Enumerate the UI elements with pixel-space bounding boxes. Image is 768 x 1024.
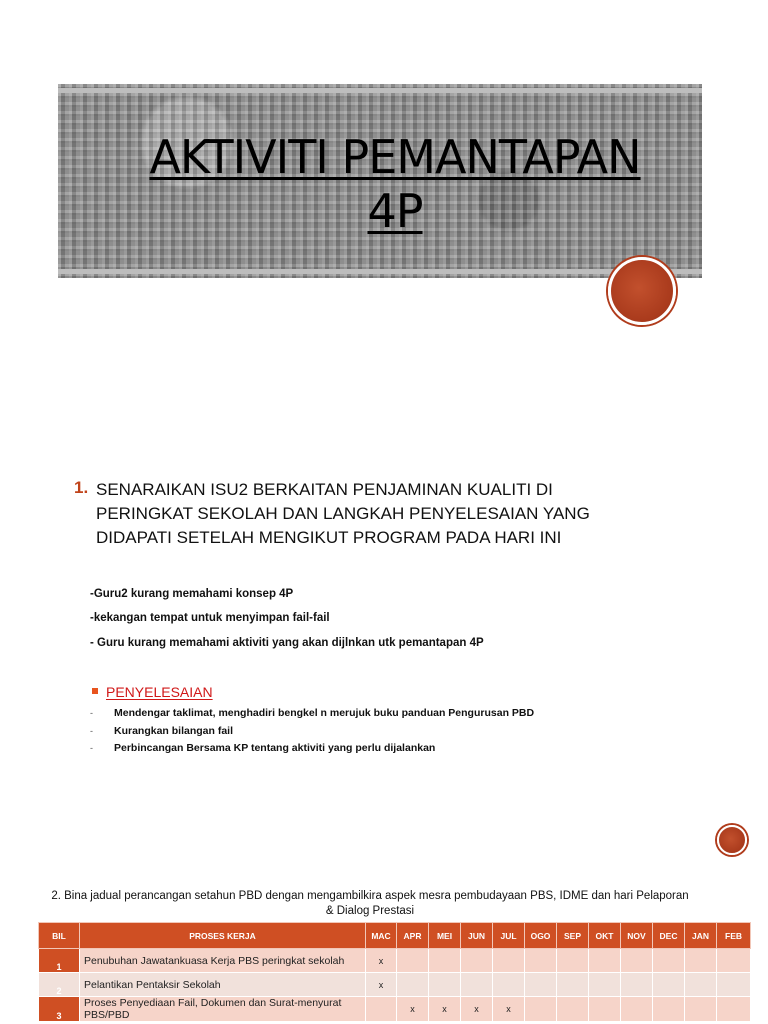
question-text [96,478,656,550]
month-cell [557,973,589,997]
month-cell [525,997,557,1022]
slide-title-line2: 4P [367,184,423,238]
month-cell: x [366,973,397,997]
solution-text: Kurangkan bilangan fail [114,725,234,737]
dash-bullet: - [90,743,93,753]
column-header: OGO [525,923,557,949]
row-number: 1 [39,949,80,973]
column-header: JUL [493,923,525,949]
month-cell [397,973,429,997]
month-cell: x [366,949,397,973]
month-cell [685,949,717,973]
process-cell: Pelantikan Pentaksir Sekolah [80,973,366,997]
dash-bullet: - [90,726,93,736]
column-header: BIL [39,923,80,949]
column-header: SEP [557,923,589,949]
month-cell: x [397,997,429,1022]
plan-table [38,922,751,1022]
column-header: JUN [461,923,493,949]
dash-bullet: - [90,708,93,718]
month-cell [653,973,685,997]
decorative-circle-icon [608,257,676,325]
table-row [39,997,751,1022]
solution-item [90,707,534,719]
table-header-row [39,923,751,949]
solution-item [90,742,435,754]
month-cell [717,949,751,973]
column-header: APR [397,923,429,949]
column-header: NOV [621,923,653,949]
month-cell [621,949,653,973]
month-cell [589,973,621,997]
month-cell [717,997,751,1022]
banner-stripe [58,269,702,274]
month-cell [621,997,653,1022]
month-cell [493,973,525,997]
month-cell [717,973,751,997]
month-cell [685,973,717,997]
solution-text: Perbincangan Bersama KP tentang aktiviti yang perlu dijalankan [114,742,436,754]
column-header: MAC [366,923,397,949]
month-cell [685,997,717,1022]
month-cell: x [429,997,461,1022]
question-number: 1. [74,478,89,497]
task-line: 2. Bina jadual perancangan setahun PBD dengan mengambilkira aspek mesra pembudayaan PBS, IDME dan hari Pelaporan [51,890,689,902]
column-header: MEI [429,923,461,949]
banner-stripe [58,88,702,93]
slide-title-line1: AKTIVITI PEMANTAPAN [149,130,641,184]
column-header: OKT [589,923,621,949]
month-cell [653,997,685,1022]
column-header: JAN [685,923,717,949]
question-line: PERINGKAT SEKOLAH DAN LANGKAH PENYELESAIAN YANG [96,504,590,523]
table-row [39,949,751,973]
table-row [39,973,751,997]
month-cell [525,949,557,973]
month-cell [461,973,493,997]
solution-heading: PENYELESAIAN [106,684,213,700]
question-line: SENARAIKAN ISU2 BERKAITAN PENJAMINAN KUALITI DI [96,480,553,499]
issue-item: - Guru kurang memahami aktiviti yang akan dijlnkan utk pemantapan 4P [90,637,484,649]
month-cell [653,949,685,973]
square-bullet-icon [92,688,98,694]
month-cell [366,997,397,1022]
process-cell: Penubuhan Jawatankuasa Kerja PBS peringkat sekolah [80,949,366,973]
month-cell [589,949,621,973]
row-number: 2 [39,973,80,997]
solution-text: Mendengar taklimat, menghadiri bengkel n merujuk buku panduan Pengurusan PBD [114,707,535,719]
column-header: PROSES KERJA [80,923,366,949]
column-header: DEC [653,923,685,949]
row-number: 3 [39,997,80,1022]
task-title [40,889,700,919]
solution-item [90,725,233,737]
question-line: DIDAPATI SETELAH MENGIKUT PROGRAM PADA HARI INI [96,528,562,547]
month-cell [557,997,589,1022]
month-cell [557,949,589,973]
column-header: FEB [717,923,751,949]
task-line: & Dialog Prestasi [325,905,415,917]
month-cell [589,997,621,1022]
month-cell [429,949,461,973]
month-cell: x [493,997,525,1022]
month-cell [493,949,525,973]
issue-item: -kekangan tempat untuk menyimpan fail-fail [90,612,330,624]
process-cell: Proses Penyediaan Fail, Dokumen dan Surat-menyurat PBS/PBD [80,997,366,1022]
month-cell [525,973,557,997]
slide-title-section [0,0,768,435]
decorative-circle-icon [717,825,747,855]
month-cell [621,973,653,997]
issue-item: -Guru2 kurang memahami konsep 4P [90,588,294,600]
month-cell: x [461,997,493,1022]
month-cell [461,949,493,973]
month-cell [397,949,429,973]
month-cell [429,973,461,997]
slide-title [58,130,732,238]
